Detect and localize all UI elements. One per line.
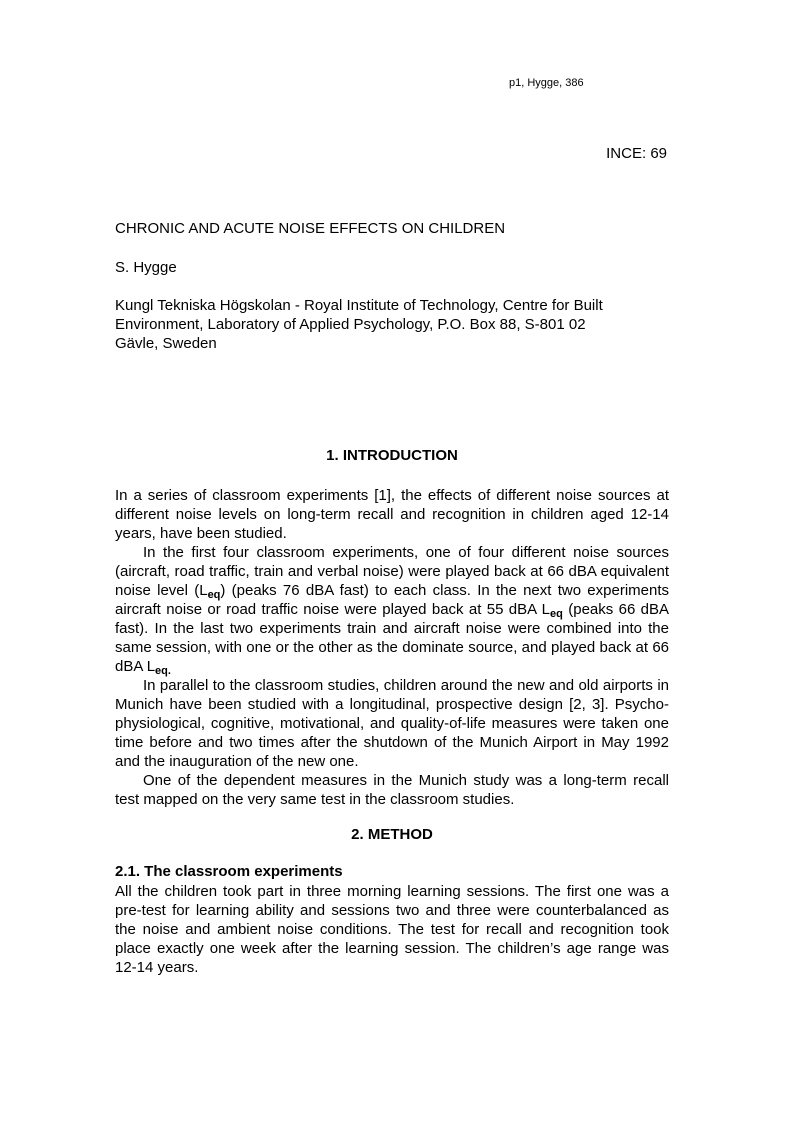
intro-paragraph-1: In a series of classroom experiments [1], the effects of different noise sources at different noise levels on long-term recall and recognition in children aged 12-14 years, have been studied. (115, 487, 669, 542)
introduction-body (115, 486, 669, 809)
leq-subscript: eq (207, 589, 221, 601)
intro-paragraph-4: One of the dependent measures in the Munich study was a long-term recall test mapped on the very same test in the classroom studies. (115, 772, 669, 808)
affiliation-line: Gävle, Sweden (115, 335, 217, 352)
method-body (115, 882, 669, 977)
page-reference: p1, Hygge, 386 (509, 77, 584, 89)
intro-paragraph-2 (115, 543, 669, 676)
paper-author: S. Hygge (115, 259, 177, 276)
method-heading: 2. METHOD (351, 826, 433, 843)
paper-title: CHRONIC AND ACUTE NOISE EFFECTS ON CHILDREN (115, 220, 506, 237)
conference-code: INCE: 69 (606, 145, 667, 162)
author-affiliation (115, 296, 675, 353)
intro-p2-text-b: ) (peaks 76 dBA fast) to each class. In the next two experiments aircraft noise or road traffic noise were played back at 55 dBA L (115, 582, 669, 618)
affiliation-line: Environment, Laboratory of Applied Psychology, P.O. Box 88, S-801 02 (115, 316, 586, 333)
intro-paragraph-3: In parallel to the classroom studies, children around the new and old airports in Munich have been studied with a longitudinal, prospective design [2, 3]. Psycho-physiological, cognitive, motivational, and quality-of-life measures were taken one time before and two times after the shutdown of the Munich Airport in May 1992 and the inauguration of the new one. (115, 677, 669, 770)
introduction-heading: 1. INTRODUCTION (326, 447, 458, 464)
method-subheading: 2.1. The classroom experiments (115, 863, 343, 880)
intro-p2-text-c: (peaks 66 dBA fast). In the last two experiments train and aircraft noise were combined into the same session, with one or the other as the dominate source, and played back at 66 dBA L (115, 601, 669, 675)
leq-subscript: eq. (155, 665, 171, 677)
method-paragraph-1: All the children took part in three morning learning sessions. The first one was a pre-test for learning ability and sessions two and three were counterbalanced as the noise and ambient noise conditions. The test for recall and recognition took place exactly one week after the learning session. The children’s age range was 12-14 years. (115, 883, 669, 976)
intro-p2-text-a: In the first four classroom experiments, one of four different noise sources (aircraft, road traffic, train and verbal noise) were played back at 66 dBA equivalent noise level (L (115, 544, 669, 599)
leq-subscript: eq (550, 608, 563, 620)
affiliation-line: Kungl Tekniska Högskolan - Royal Institute of Technology, Centre for Built (115, 297, 603, 314)
